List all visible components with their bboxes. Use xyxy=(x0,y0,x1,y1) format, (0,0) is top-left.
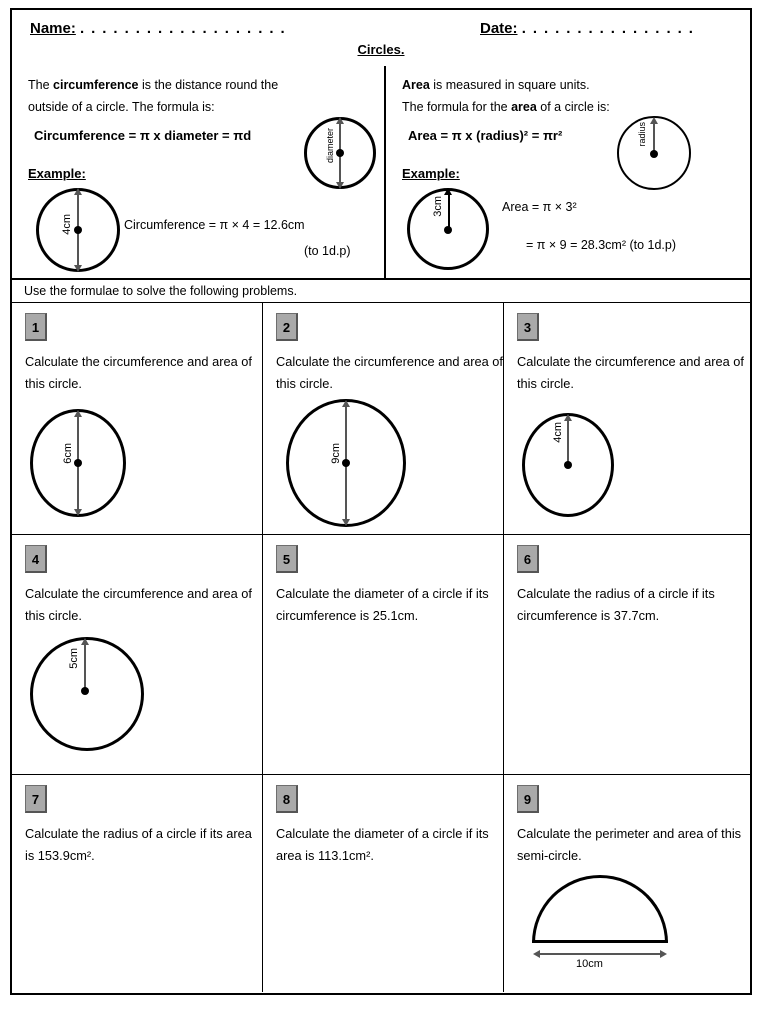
circumference-panel xyxy=(12,66,384,278)
q3-radius-shaft xyxy=(567,420,569,466)
date-label: Date: xyxy=(480,20,518,37)
area-intro-line2-pre: The formula for the xyxy=(402,100,512,114)
formula-reference-panel xyxy=(12,66,750,280)
question-number-badge: 8 xyxy=(276,785,298,813)
example-measure-label: 4cm xyxy=(61,214,73,235)
q9-semicircle-outline xyxy=(532,875,668,943)
question-cell-6[interactable] xyxy=(504,535,750,774)
diameter-center-dot xyxy=(336,149,344,157)
area-example-arrow-head xyxy=(444,188,452,195)
q4-center-dot xyxy=(81,687,89,695)
area-intro-line2 xyxy=(402,96,610,120)
area-example-center-dot xyxy=(444,226,452,234)
circumference-worked-line2: (to 1d.p) xyxy=(304,244,351,258)
questions-table xyxy=(12,280,750,993)
example-arrow-head-up xyxy=(74,188,82,195)
area-intro-line1 xyxy=(402,74,590,98)
question-number-badge: 3 xyxy=(517,313,539,341)
question-number-badge: 1 xyxy=(25,313,47,341)
area-panel xyxy=(384,66,750,278)
area-intro-post: is measured in square units. xyxy=(429,78,590,92)
q4-arrow-head xyxy=(81,638,89,645)
q3-center-dot xyxy=(564,461,572,469)
date-field-block xyxy=(480,20,694,37)
question-text: Calculate the circumference and area of this circle. xyxy=(276,354,503,391)
question-text: Calculate the diameter of a circle if its circumference is 25.1cm. xyxy=(276,586,489,623)
radius-arrow-head xyxy=(650,117,658,124)
area-worked-line1: Area = π × 3² xyxy=(502,200,577,214)
circumference-intro-line2: outside of a circle. The formula is: xyxy=(28,100,215,114)
diameter-arrow-head-up xyxy=(336,117,344,124)
question-number-badge: 9 xyxy=(517,785,539,813)
question-cell-4[interactable] xyxy=(12,535,263,774)
name-label: Name: xyxy=(30,20,76,37)
example-arrow-head-down xyxy=(74,265,82,272)
question-number-badge: 7 xyxy=(25,785,47,813)
question-cell-7[interactable] xyxy=(12,775,263,992)
circumference-intro-pre: The xyxy=(28,78,54,92)
question-text: Calculate the circumference and area of this circle. xyxy=(25,354,252,391)
q1-arrow-head-down xyxy=(74,509,82,516)
question-number-badge: 6 xyxy=(517,545,539,573)
page-title-text: Circles. xyxy=(357,42,405,57)
date-write-line[interactable]: . . . . . . . . . . . . . . . . xyxy=(521,20,695,37)
example-center-dot xyxy=(74,226,82,234)
worksheet-page xyxy=(10,8,752,995)
q9-base-arrow-shaft xyxy=(540,953,660,955)
circumference-formula: Circumference = π x diameter = πd xyxy=(34,128,252,143)
diameter-label: diameter xyxy=(325,128,335,164)
question-cell-1[interactable] xyxy=(12,303,263,534)
area-keyword: Area xyxy=(402,78,430,92)
area-example-measure-label: 3cm xyxy=(432,196,444,217)
question-cell-5[interactable] xyxy=(263,535,504,774)
question-number-badge: 5 xyxy=(276,545,298,573)
question-number-badge: 2 xyxy=(276,313,298,341)
q1-measure-label: 6cm xyxy=(62,443,74,464)
q2-center-dot xyxy=(342,459,350,467)
worksheet-header xyxy=(12,10,750,66)
question-cell-8[interactable] xyxy=(263,775,504,992)
question-cell-9[interactable] xyxy=(504,775,750,992)
questions-row-1 xyxy=(12,303,750,535)
area-intro-line2-post: of a circle is: xyxy=(536,100,610,114)
area-worked-line2: = π × 9 = 28.3cm² (to 1d.p) xyxy=(526,238,677,252)
q2-measure-label: 9cm xyxy=(330,443,342,464)
q9-arrow-head-right xyxy=(660,950,667,958)
q2-arrow-head-down xyxy=(342,519,350,526)
q1-center-dot xyxy=(74,459,82,467)
questions-row-3 xyxy=(12,775,750,992)
question-text: Calculate the circumference and area of this circle. xyxy=(25,586,252,623)
diameter-arrow-head-down xyxy=(336,182,344,189)
circumference-intro-post: is the distance round the xyxy=(138,78,279,92)
area-keyword-2: area xyxy=(511,100,537,114)
area-formula: Area = π x (radius)² = πr² xyxy=(408,128,563,143)
questions-row-2 xyxy=(12,535,750,775)
q3-measure-label: 4cm xyxy=(552,422,564,443)
question-text: Calculate the radius of a circle if its circumference is 37.7cm. xyxy=(517,586,715,623)
question-cell-3[interactable] xyxy=(504,303,750,534)
q4-radius-shaft xyxy=(84,644,86,692)
question-text: Calculate the circumference and area of this circle. xyxy=(517,354,744,391)
name-field-block xyxy=(30,20,286,37)
question-number-badge: 4 xyxy=(25,545,47,573)
question-cell-2[interactable] xyxy=(263,303,504,534)
circumference-worked-line1: Circumference = π × 4 = 12.6cm xyxy=(124,218,305,232)
area-example-radius-shaft xyxy=(448,194,450,230)
questions-instruction: Use the formulae to solve the following problems. xyxy=(12,280,750,303)
q1-arrow-head-up xyxy=(74,410,82,417)
q2-arrow-head-up xyxy=(342,400,350,407)
radius-label: radius xyxy=(637,122,647,147)
q3-arrow-head xyxy=(564,414,572,421)
circumference-intro-line1 xyxy=(28,74,278,98)
radius-center-dot xyxy=(650,150,658,158)
area-example-label: Example: xyxy=(402,166,460,181)
q9-arrow-head-left xyxy=(533,950,540,958)
name-write-line[interactable]: . . . . . . . . . . . . . . . . . . . xyxy=(80,20,287,37)
circumference-keyword: circumference xyxy=(53,78,139,92)
question-text: Calculate the diameter of a circle if its area is 113.1cm². xyxy=(276,826,489,863)
q9-measure-label: 10cm xyxy=(576,958,603,970)
circumference-example-label: Example: xyxy=(28,166,86,181)
page-title xyxy=(12,42,750,57)
q4-measure-label: 5cm xyxy=(68,648,80,669)
question-text: Calculate the perimeter and area of this semi-circle. xyxy=(517,826,742,863)
question-text: Calculate the radius of a circle if its area is 153.9cm². xyxy=(25,826,252,863)
